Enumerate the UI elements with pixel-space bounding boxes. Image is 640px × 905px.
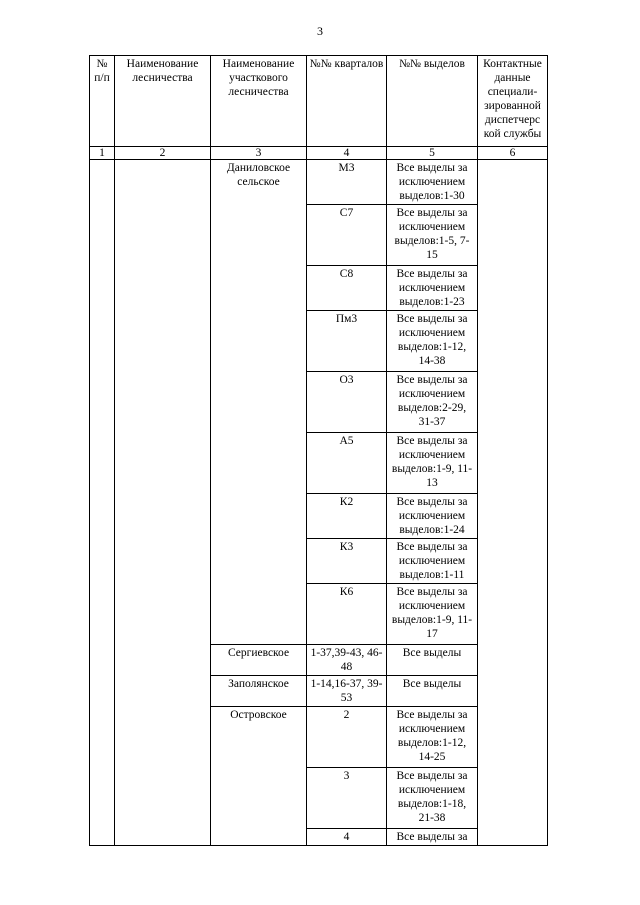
cell-quarter: 4 bbox=[307, 829, 387, 846]
table-body bbox=[90, 160, 548, 846]
page-number: 3 bbox=[317, 24, 323, 38]
cell-plots: Все выделы за исключением выделов:1-30 bbox=[387, 160, 478, 205]
cell-number bbox=[90, 160, 115, 846]
header-contacts: Контактные данные специали-зированной диспетчерс кой службы bbox=[478, 56, 548, 147]
cell-plots: Все выделы за исключением выделов:1-23 bbox=[387, 266, 478, 311]
header-forestry: Наименование лесничества bbox=[115, 56, 211, 147]
cell-plots: Все выделы за исключением выделов:1-11 bbox=[387, 539, 478, 584]
cell-quarter: Пм3 bbox=[307, 311, 387, 372]
table-header-row bbox=[90, 56, 548, 147]
column-number: 5 bbox=[387, 147, 478, 160]
column-number: 2 bbox=[115, 147, 211, 160]
cell-district-forestry: Островское bbox=[211, 707, 307, 846]
forestry-table bbox=[89, 55, 548, 846]
cell-district-forestry: Даниловское сельское bbox=[211, 160, 307, 645]
cell-quarter: 1-37,39-43, 46-48 bbox=[307, 645, 387, 676]
cell-quarter: К2 bbox=[307, 494, 387, 539]
column-number: 3 bbox=[211, 147, 307, 160]
cell-plots: Все выделы за исключением выделов:1-9, 11-17 bbox=[387, 584, 478, 645]
column-number: 1 bbox=[90, 147, 115, 160]
cell-plots: Все выделы за исключением выделов:1-12, 14-25 bbox=[387, 707, 478, 768]
column-number: 4 bbox=[307, 147, 387, 160]
cell-plots: Все выделы за исключением выделов:1-5, 7-15 bbox=[387, 205, 478, 266]
cell-district-forestry: Сергиевское bbox=[211, 645, 307, 676]
cell-quarter: К6 bbox=[307, 584, 387, 645]
cell-plots: Все выделы за bbox=[387, 829, 478, 846]
cell-contacts bbox=[478, 160, 548, 846]
column-number-row bbox=[90, 147, 548, 160]
cell-quarter: М3 bbox=[307, 160, 387, 205]
cell-plots: Все выделы за исключением выделов:1-18, 21-38 bbox=[387, 768, 478, 829]
cell-forestry bbox=[115, 160, 211, 846]
cell-plots: Все выделы за исключением выделов:1-9, 11-13 bbox=[387, 433, 478, 494]
cell-quarter: 1-14,16-37, 39-53 bbox=[307, 676, 387, 707]
table-row bbox=[90, 160, 548, 205]
cell-quarter: А5 bbox=[307, 433, 387, 494]
header-number: № п/п bbox=[90, 56, 115, 147]
cell-quarter: К3 bbox=[307, 539, 387, 584]
cell-plots: Все выделы за исключением выделов:1-12, 14-38 bbox=[387, 311, 478, 372]
cell-quarter: 3 bbox=[307, 768, 387, 829]
column-number: 6 bbox=[478, 147, 548, 160]
cell-district-forestry: Заполянское bbox=[211, 676, 307, 707]
cell-quarter: С8 bbox=[307, 266, 387, 311]
header-quarters: №№ кварталов bbox=[307, 56, 387, 147]
cell-plots: Все выделы за исключением выделов:1-24 bbox=[387, 494, 478, 539]
cell-plots: Все выделы bbox=[387, 645, 478, 676]
cell-plots: Все выделы bbox=[387, 676, 478, 707]
header-district-forestry: Наименование участкового лесничества bbox=[211, 56, 307, 147]
header-plots: №№ выделов bbox=[387, 56, 478, 147]
cell-quarter: О3 bbox=[307, 372, 387, 433]
cell-quarter: 2 bbox=[307, 707, 387, 768]
cell-quarter: С7 bbox=[307, 205, 387, 266]
cell-plots: Все выделы за исключением выделов:2-29, 31-37 bbox=[387, 372, 478, 433]
